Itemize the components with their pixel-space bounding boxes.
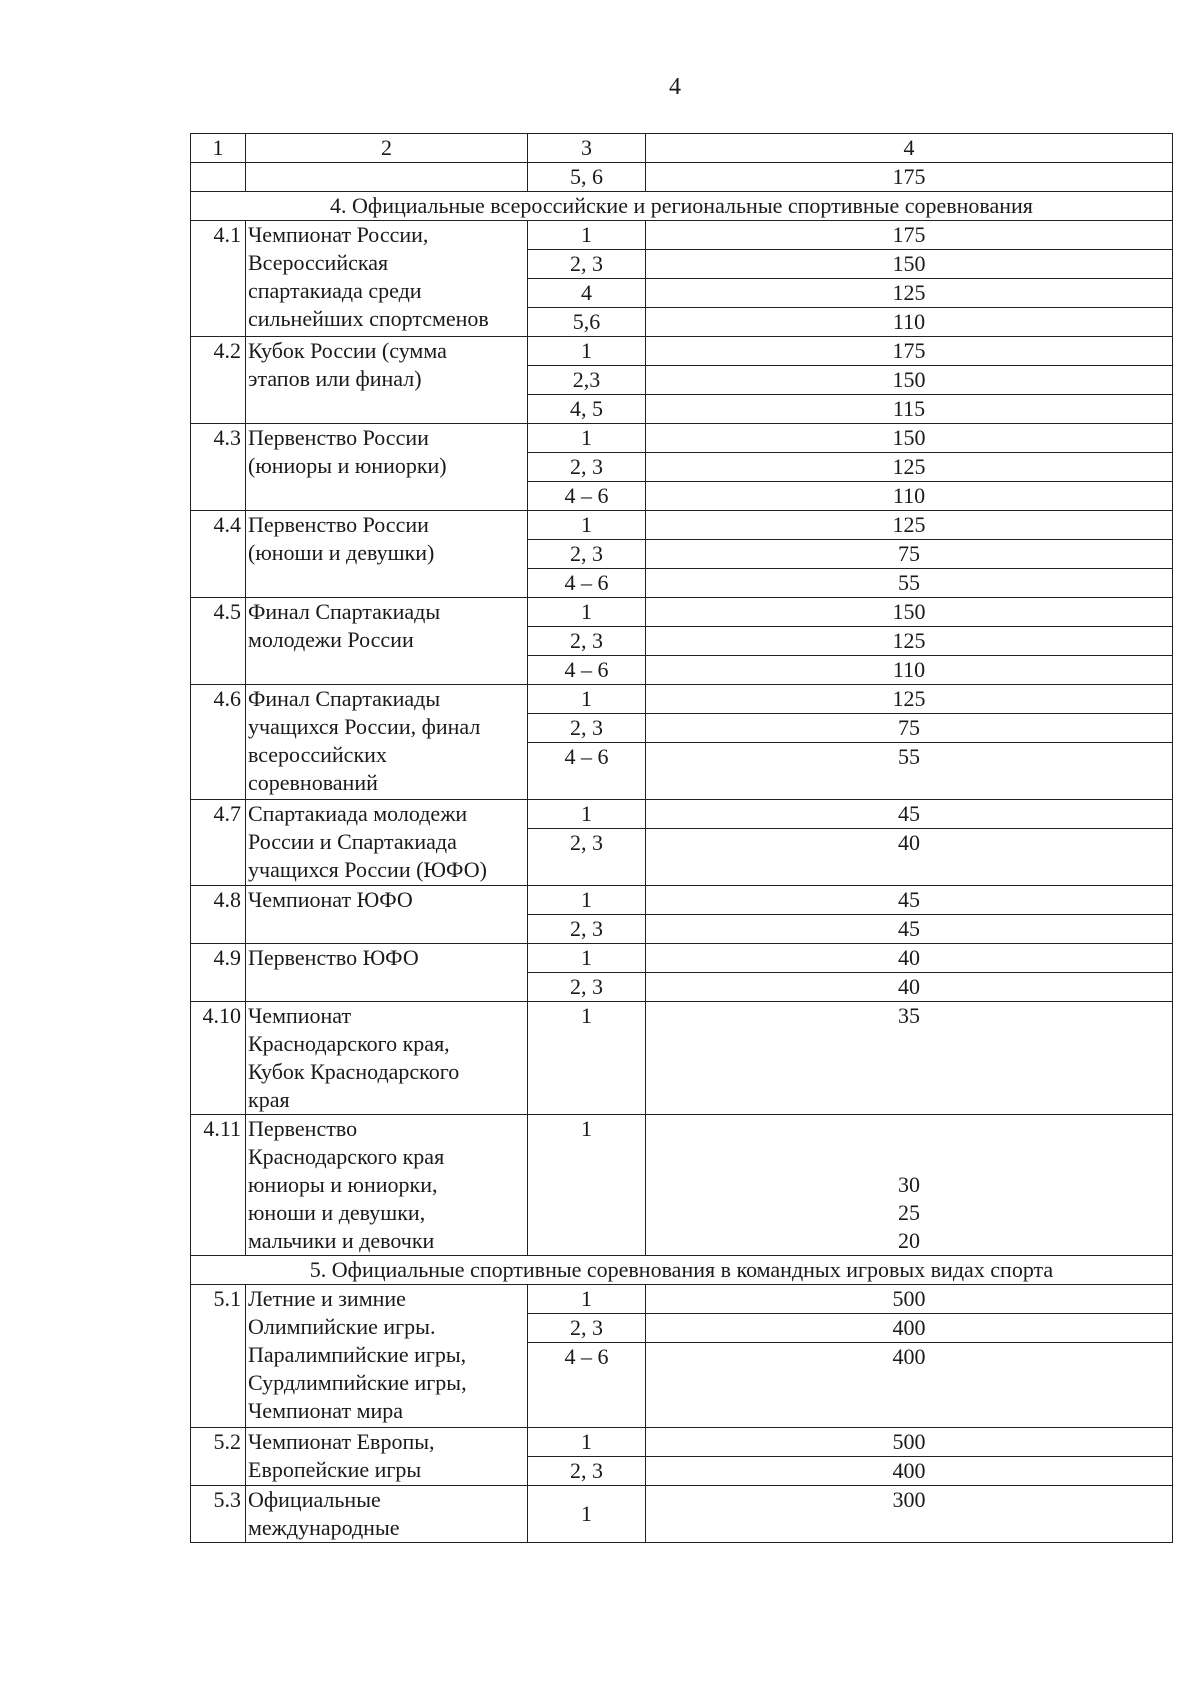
points-cell: 175 (646, 163, 1173, 192)
name-line: Всероссийская (248, 250, 389, 275)
place-cell: 2, 3 (528, 973, 646, 1002)
points-cell: 400 (646, 1343, 1173, 1428)
section-row (191, 1256, 1173, 1285)
place-cell: 2, 3 (528, 250, 646, 279)
section-row (191, 192, 1173, 221)
num-cell: 4.1 (191, 221, 246, 337)
name-line: учащихся России (ЮФО) (248, 857, 487, 882)
num-cell: 4.8 (191, 886, 246, 944)
place-cell: 2, 3 (528, 829, 646, 886)
place-cell: 2, 3 (528, 540, 646, 569)
points-cell: 500 (646, 1285, 1173, 1314)
name-line: мальчики и девочки (248, 1228, 435, 1253)
points-cell: 110 (646, 656, 1173, 685)
table-row (191, 163, 1173, 192)
points-line: 30 (898, 1172, 920, 1197)
name-cell (246, 598, 528, 685)
name-line: Чемпионат ЮФО (248, 887, 413, 912)
num-cell: 4.2 (191, 337, 246, 424)
points-cell: 110 (646, 308, 1173, 337)
place-cell: 4 (528, 279, 646, 308)
place-cell: 2, 3 (528, 1314, 646, 1343)
points-cell: 45 (646, 915, 1173, 944)
name-line: Кубок России (сумма (248, 338, 447, 363)
points-cell: 150 (646, 598, 1173, 627)
place-cell: 1 (528, 1115, 646, 1256)
points-cell: 125 (646, 685, 1173, 714)
place-cell: 1 (528, 221, 646, 250)
table-row (191, 1428, 1173, 1457)
num-cell: 4.4 (191, 511, 246, 598)
header-cell: 1 (191, 134, 246, 163)
name-cell (246, 163, 528, 192)
table-row (191, 221, 1173, 250)
name-cell (246, 337, 528, 424)
points-cell: 400 (646, 1457, 1173, 1486)
name-cell (246, 800, 528, 886)
place-cell: 5, 6 (528, 163, 646, 192)
name-line: Краснодарского края (248, 1144, 445, 1169)
points-cell: 400 (646, 1314, 1173, 1343)
name-line: спартакиада среди (248, 278, 422, 303)
points-cell: 150 (646, 250, 1173, 279)
table-row (191, 800, 1173, 829)
place-cell: 1 (528, 1002, 646, 1115)
place-cell: 4 – 6 (528, 1343, 646, 1428)
table-row (191, 1486, 1173, 1543)
name-line: Первенство (248, 1116, 358, 1141)
place-cell: 4 – 6 (528, 569, 646, 598)
place-cell: 2, 3 (528, 1457, 646, 1486)
num-cell: 5.1 (191, 1285, 246, 1428)
points-cell: 45 (646, 886, 1173, 915)
header-row (191, 134, 1173, 163)
name-cell (246, 944, 528, 1002)
name-cell (246, 1115, 528, 1256)
points-cell: 150 (646, 424, 1173, 453)
points-cell (646, 1115, 1173, 1256)
place-cell: 1 (528, 511, 646, 540)
place-cell: 2, 3 (528, 627, 646, 656)
num-cell: 4.9 (191, 944, 246, 1002)
place-cell: 2, 3 (528, 714, 646, 743)
table-row (191, 1115, 1173, 1256)
place-cell: 1 (528, 337, 646, 366)
name-line: Кубок Краснодарского (248, 1059, 460, 1084)
table-row (191, 1285, 1173, 1314)
name-line: молодежи России (248, 627, 414, 652)
section-heading: 4. Официальные всероссийские и региональные спортивные соревнования (191, 192, 1173, 221)
name-line: Первенство России (248, 425, 429, 450)
name-cell (246, 1428, 528, 1486)
num-cell: 4.10 (191, 1002, 246, 1115)
points-cell: 125 (646, 453, 1173, 482)
place-cell: 4, 5 (528, 395, 646, 424)
points-cell: 40 (646, 944, 1173, 973)
points-cell: 125 (646, 511, 1173, 540)
num-cell: 4.5 (191, 598, 246, 685)
place-cell: 2,3 (528, 366, 646, 395)
name-cell (246, 685, 528, 800)
points-cell: 40 (646, 829, 1173, 886)
name-line: соревнований (248, 770, 378, 795)
name-line: Первенство России (248, 512, 429, 537)
place-cell: 1 (528, 685, 646, 714)
name-line: Финал Спартакиады (248, 599, 441, 624)
name-line: Чемпионат мира (248, 1398, 404, 1423)
name-line: края (248, 1087, 290, 1112)
points-cell: 35 (646, 1002, 1173, 1115)
name-line: Финал Спартакиады (248, 686, 441, 711)
header-cell: 3 (528, 134, 646, 163)
header-cell: 4 (646, 134, 1173, 163)
name-cell (246, 511, 528, 598)
place-cell: 1 (528, 800, 646, 829)
points-cell: 500 (646, 1428, 1173, 1457)
place-cell: 1 (528, 598, 646, 627)
name-line: Европейские игры (248, 1457, 422, 1482)
name-line: учащихся России, финал (248, 714, 481, 739)
table-row (191, 685, 1173, 714)
name-line: Спартакиада молодежи (248, 801, 468, 826)
table-row (191, 1002, 1173, 1115)
points-cell: 175 (646, 337, 1173, 366)
name-cell (246, 1486, 528, 1543)
place-cell: 4 – 6 (528, 743, 646, 800)
num-cell: 4.7 (191, 800, 246, 886)
points-table (190, 133, 1173, 1543)
points-cell: 125 (646, 627, 1173, 656)
num-cell: 5.2 (191, 1428, 246, 1486)
name-line: юниоры и юниорки, (248, 1172, 438, 1197)
num-cell (191, 163, 246, 192)
points-cell: 75 (646, 540, 1173, 569)
table-row (191, 598, 1173, 627)
name-line: этапов или финал) (248, 366, 422, 391)
name-line: Сурдлимпийские игры, (248, 1370, 467, 1395)
place-cell: 1 (528, 1486, 646, 1543)
place-cell: 4 – 6 (528, 482, 646, 511)
table-row (191, 944, 1173, 973)
name-line: юноши и девушки, (248, 1200, 426, 1225)
header-cell: 2 (246, 134, 528, 163)
points-cell: 45 (646, 800, 1173, 829)
place-cell: 2, 3 (528, 453, 646, 482)
place-cell: 1 (528, 1428, 646, 1457)
points-cell: 175 (646, 221, 1173, 250)
place-cell: 1 (528, 886, 646, 915)
table-row (191, 511, 1173, 540)
place-cell: 1 (528, 1285, 646, 1314)
points-cell: 300 (646, 1486, 1173, 1543)
points-line: 25 (898, 1200, 920, 1225)
name-line: Первенство ЮФО (248, 945, 419, 970)
points-cell: 40 (646, 973, 1173, 1002)
num-cell: 5.3 (191, 1486, 246, 1543)
name-line: международные (248, 1515, 400, 1540)
place-cell: 4 – 6 (528, 656, 646, 685)
name-cell (246, 1002, 528, 1115)
section-heading: 5. Официальные спортивные соревнования в командных игровых видах спорта (191, 1256, 1173, 1285)
name-line: (юноши и девушки) (248, 540, 435, 565)
name-line: Краснодарского края, (248, 1031, 450, 1056)
name-line: Олимпийские игры. (248, 1314, 436, 1339)
name-line: России и Спартакиада (248, 829, 457, 854)
name-cell (246, 886, 528, 944)
num-cell: 4.3 (191, 424, 246, 511)
name-line: Официальные (248, 1487, 381, 1512)
name-line: всероссийских (248, 742, 387, 767)
num-cell: 4.11 (191, 1115, 246, 1256)
page-number: 4 (669, 74, 681, 100)
points-cell: 55 (646, 569, 1173, 598)
points-cell: 55 (646, 743, 1173, 800)
points-cell: 110 (646, 482, 1173, 511)
place-cell: 1 (528, 424, 646, 453)
name-line: Чемпионат Европы, (248, 1429, 435, 1454)
points-cell: 125 (646, 279, 1173, 308)
name-line: Чемпионат России, (248, 222, 429, 247)
name-line: сильнейших спортсменов (248, 306, 489, 331)
name-cell (246, 1285, 528, 1428)
name-line: (юниоры и юниорки) (248, 453, 447, 478)
name-cell (246, 424, 528, 511)
table-row (191, 886, 1173, 915)
points-cell: 115 (646, 395, 1173, 424)
place-cell: 2, 3 (528, 915, 646, 944)
points-line: 20 (898, 1228, 920, 1253)
num-cell: 4.6 (191, 685, 246, 800)
name-line: Паралимпийские игры, (248, 1342, 467, 1367)
place-cell: 1 (528, 944, 646, 973)
name-line: Летние и зимние (248, 1286, 406, 1311)
table-row (191, 337, 1173, 366)
name-line: Чемпионат (248, 1003, 352, 1028)
points-cell: 150 (646, 366, 1173, 395)
points-cell: 75 (646, 714, 1173, 743)
table-row (191, 424, 1173, 453)
name-cell (246, 221, 528, 337)
place-cell: 5,6 (528, 308, 646, 337)
